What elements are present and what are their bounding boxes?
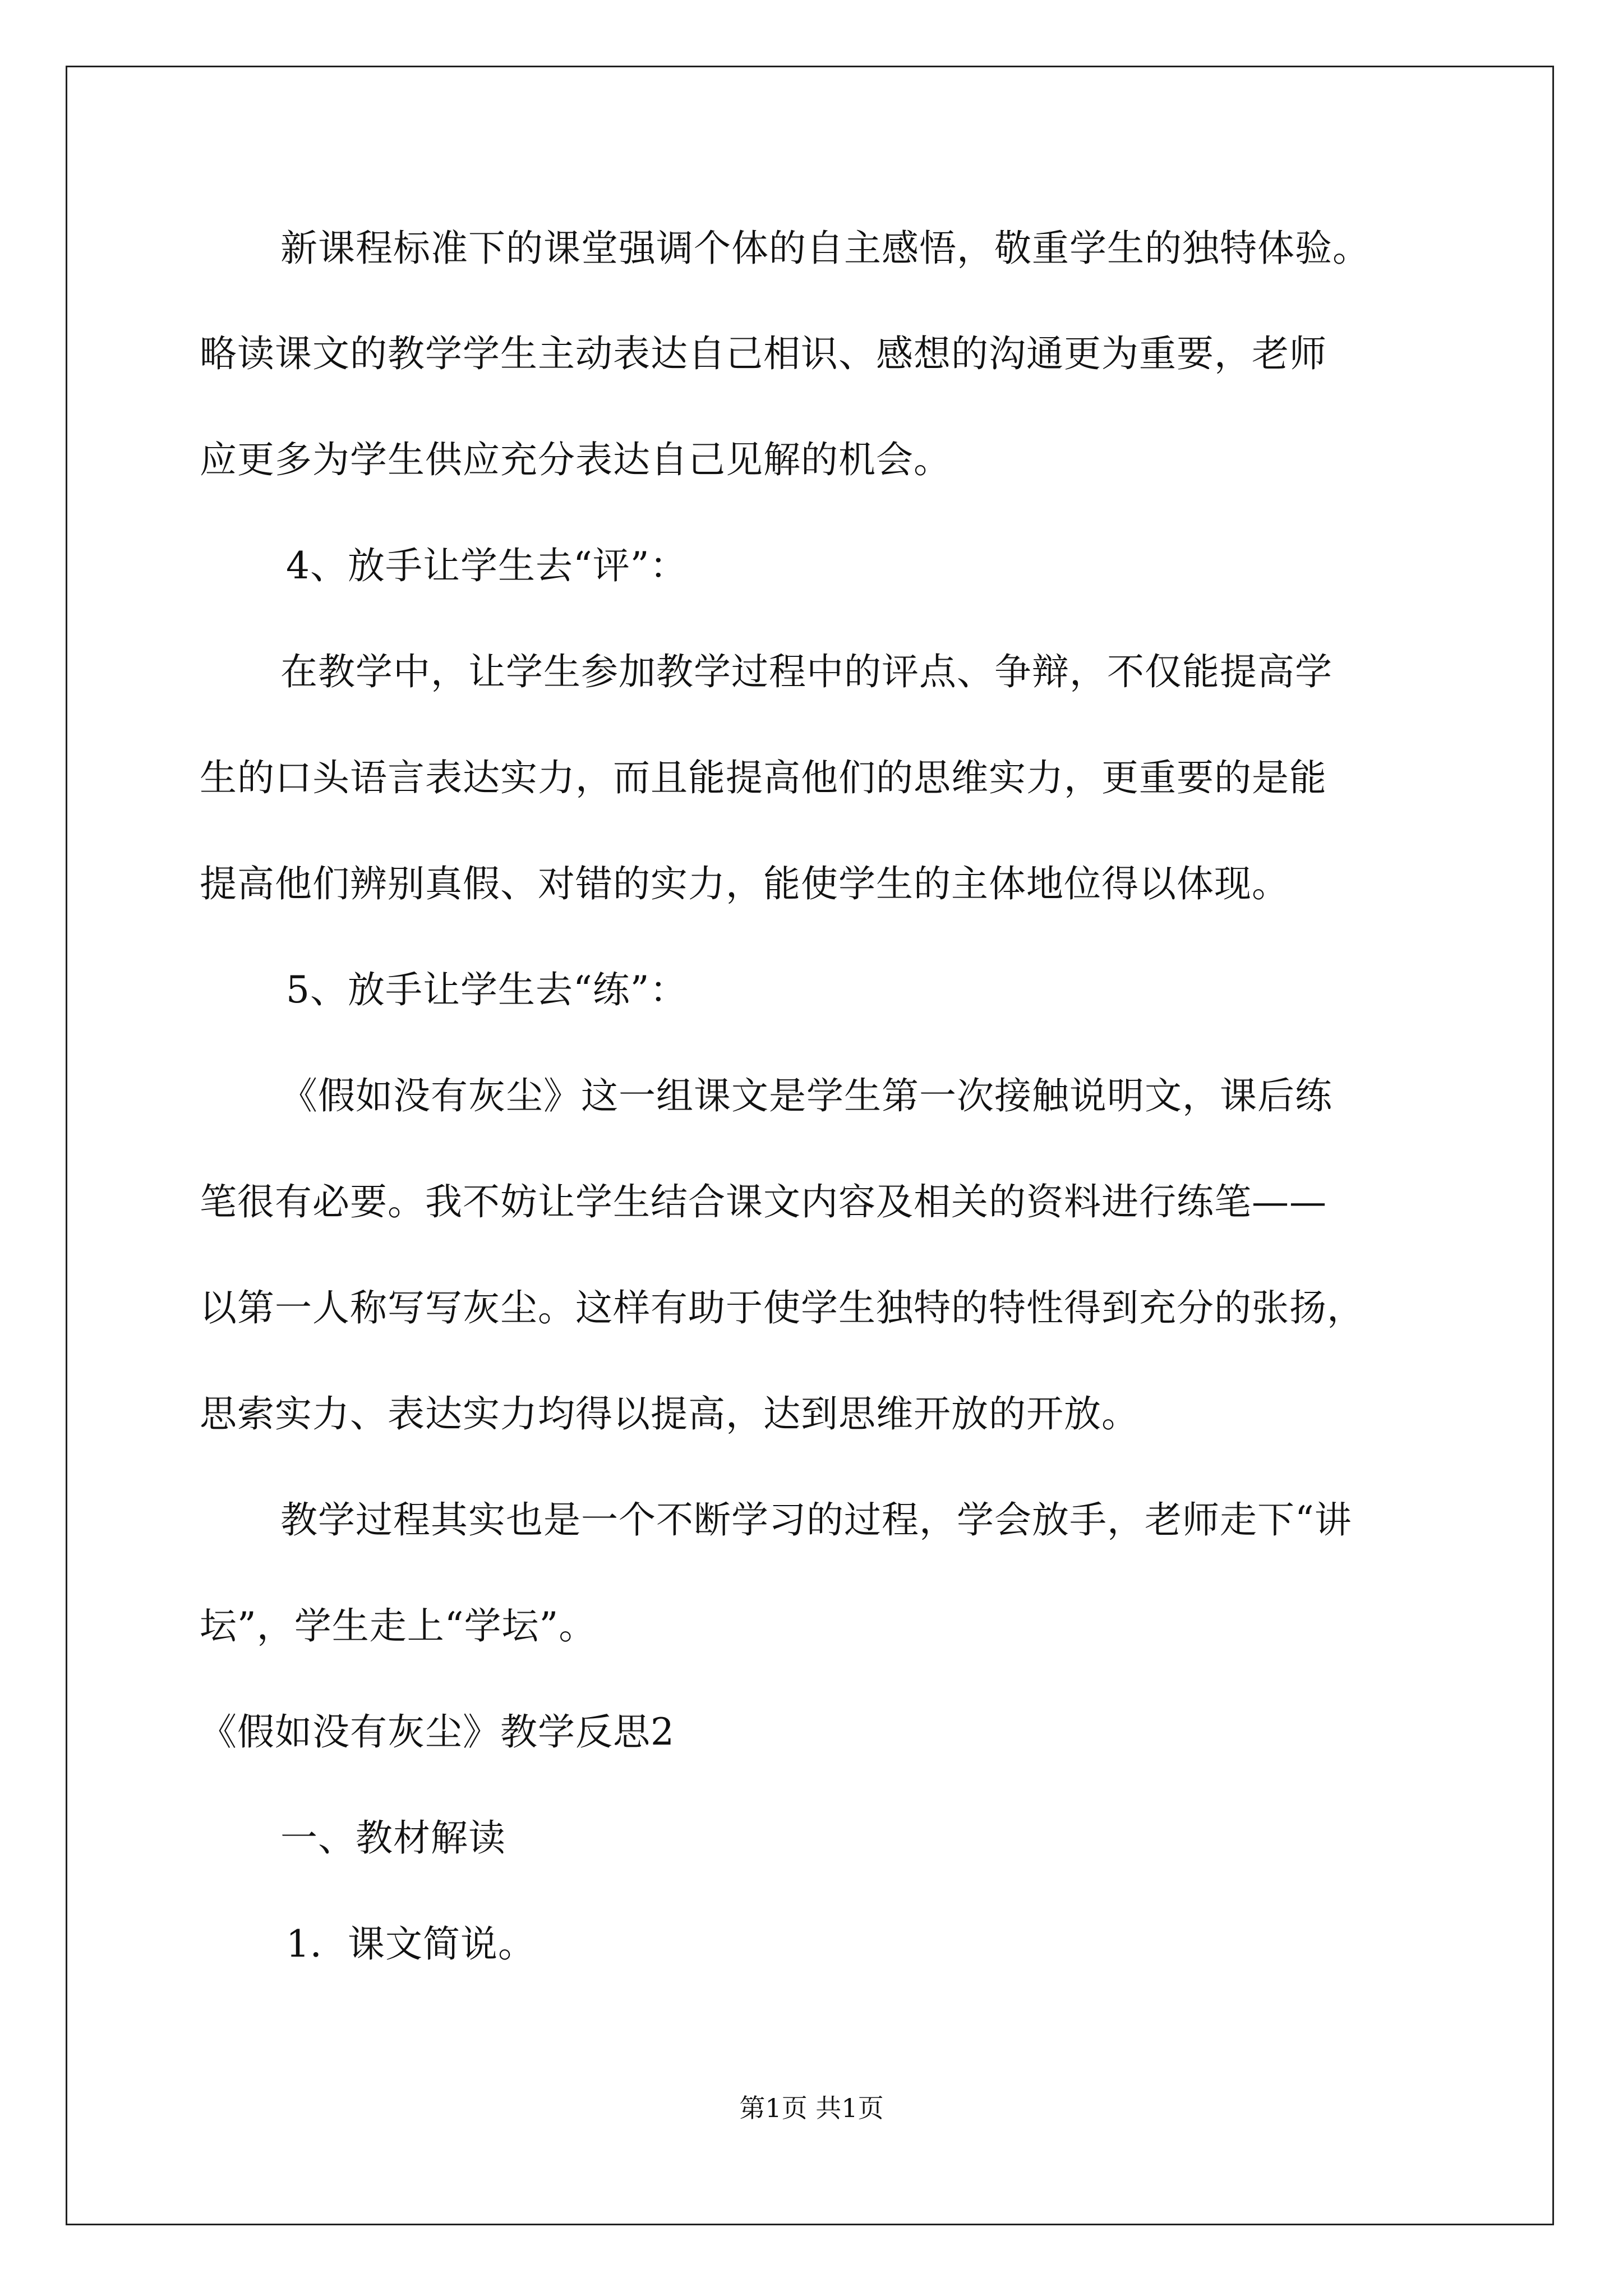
paragraph-line: 新课程标准下的课堂强调个体的自主感悟，敬重学生的独特体验。 bbox=[280, 227, 1370, 270]
paragraph-line: 生的口头语言表达实力，而且能提高他们的思维实力，更重要的是能 bbox=[200, 756, 1327, 799]
section-heading: 4、放手让学生去“评”： bbox=[286, 544, 688, 587]
section-heading: 一、教材解读 bbox=[280, 1816, 506, 1860]
document-section-title: 《假如没有灰尘》教学反思2 bbox=[200, 1710, 675, 1754]
page-number-footer: 第1页 共1页 bbox=[739, 2093, 884, 2123]
paragraph-line: 教学过程其实也是一个不断学习的过程，学会放手，老师走下“讲 bbox=[280, 1498, 1352, 1542]
paragraph-line: 思索实力、表达实力均得以提高，达到思维开放的开放。 bbox=[200, 1392, 1139, 1435]
paragraph-line: 《假如没有灰尘》这一组课文是学生第一次接触说明文，课后练 bbox=[280, 1074, 1332, 1117]
section-heading: 5、放手让学生去“练”： bbox=[286, 968, 688, 1011]
paragraph-line: 以第一人称写写灰尘。这样有助于使学生独特的特性得到充分的张扬， bbox=[200, 1286, 1364, 1329]
paragraph-line: 在教学中，让学生参加教学过程中的评点、争辩，不仅能提高学 bbox=[280, 650, 1332, 693]
paragraph-line: 坛”，学生走上“学坛”。 bbox=[200, 1604, 597, 1648]
paragraph-line: 略读课文的教学学生主动表达自己相识、感想的沟通更为重要，老师 bbox=[200, 332, 1327, 375]
page-border bbox=[66, 66, 1554, 2225]
paragraph-line: 应更多为学生供应充分表达自己见解的机会。 bbox=[200, 438, 951, 481]
subsection-heading: 1．课文简说。 bbox=[286, 1922, 536, 1966]
paragraph-line: 提高他们辨别真假、对错的实力，能使学生的主体地位得以体现。 bbox=[200, 862, 1289, 905]
paragraph-line: 笔很有必要。我不妨让学生结合课文内容及相关的资料进行练笔—— bbox=[200, 1180, 1327, 1223]
